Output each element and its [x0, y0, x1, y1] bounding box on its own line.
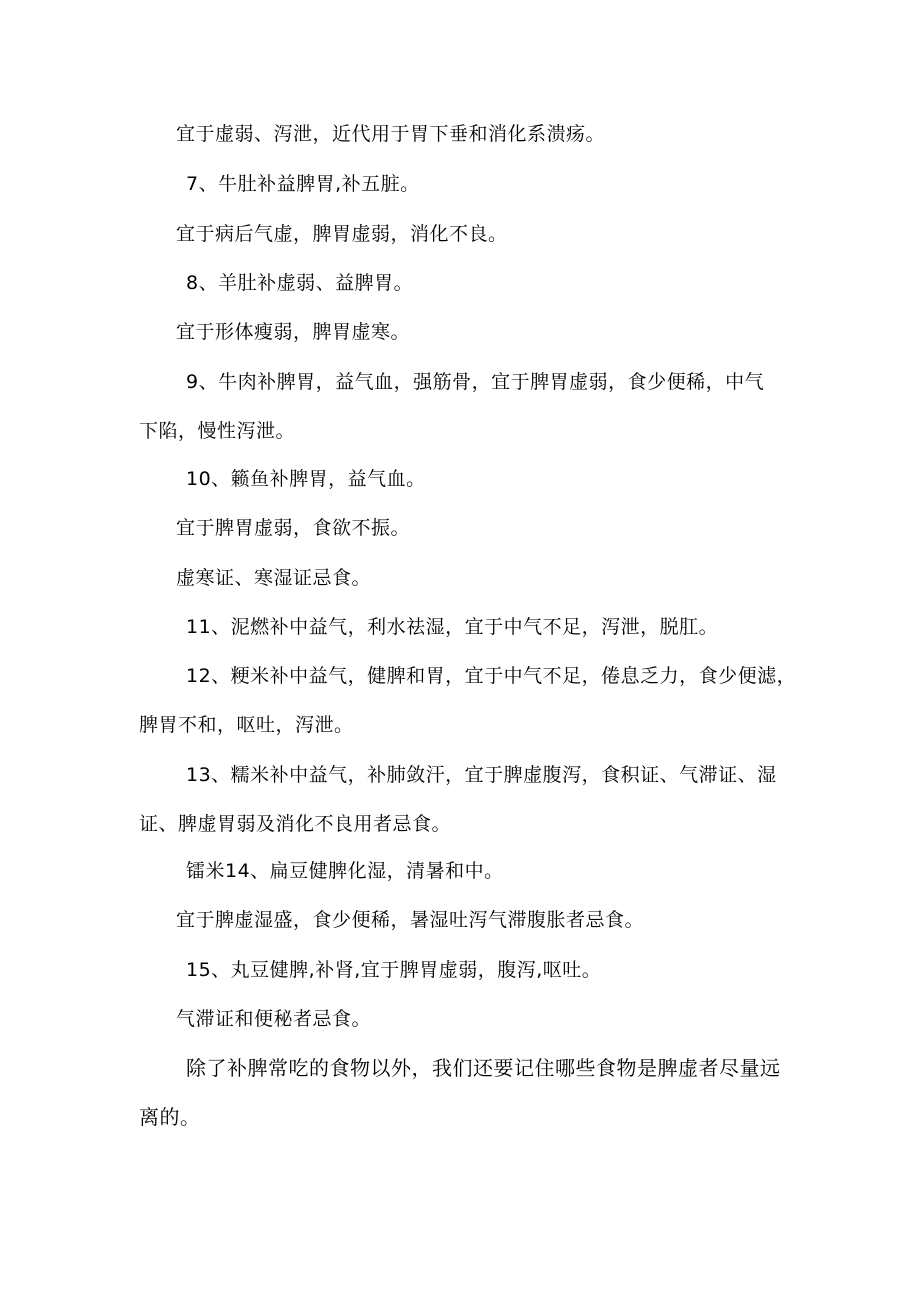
- text-line: 11、泥燃补中益气，利水祛湿，宜于中气不足，泻泄，脱肛。: [186, 616, 719, 638]
- text-line: 13、糯米补中益气，补肺敛汗，宜于脾虚腹泻，食积证、气滞证、湿: [186, 764, 777, 786]
- text-line: 15、丸豆健脾,补肾,宜于脾胃虚弱，腹泻,呕吐。: [186, 959, 602, 981]
- text-line: 10、籁鱼补脾胃，益气血。: [186, 468, 426, 490]
- text-line: 证、脾虚胃弱及消化不良用者忌食。: [139, 813, 452, 835]
- text-line: 8、羊肚补虚弱、益脾胃。: [186, 272, 414, 294]
- text-line: 离的。: [139, 1105, 201, 1129]
- text-line: 宜于脾胃虚弱，食欲不振。: [176, 517, 411, 539]
- text-line: 气滞证和便秘者忌食。: [176, 1008, 372, 1030]
- text-line: 宜于虚弱、泻泄，近代用于胃下垂和消化系溃疡。: [176, 123, 606, 145]
- text-line: 下陷，慢性泻泄。: [139, 420, 296, 442]
- text-line: 宜于病后气虚，脾胃虚弱，消化不良。: [176, 223, 508, 245]
- text-line: 宜于脾虚湿盛，食少便稀，暑湿吐泻气滞腹胀者忌食。: [176, 909, 645, 931]
- text-line: 虚寒证、寒湿证忌食。: [176, 567, 372, 589]
- text-line: 9、牛肉补脾胃，益气血，强筋骨，宜于脾胃虚弱，食少便稀，中气: [186, 371, 765, 393]
- text-line: 7、牛肚补益脾胃,补五脏。: [186, 173, 420, 195]
- text-line: 镭米14、扁豆健脾化湿，清暑和中。: [186, 860, 504, 882]
- text-line: 脾胃不和，呕吐，泻泄。: [139, 714, 354, 736]
- text-line: 除了补脾常吃的食物以外，我们还要记住哪些食物是脾虚者尽量远: [186, 1056, 781, 1080]
- text-line: 宜于形体瘦弱，脾胃虚寒。: [176, 321, 411, 343]
- text-line: 12、粳米补中益气，健脾和胃，宜于中气不足，倦息乏力，食少便滤，: [186, 665, 797, 687]
